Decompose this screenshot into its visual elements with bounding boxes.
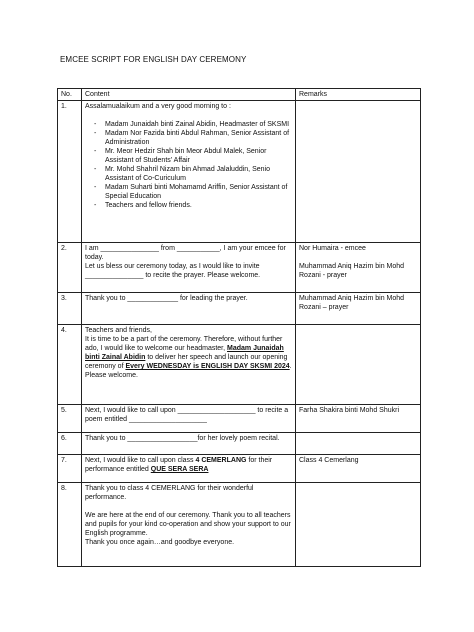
row-number: 6. — [58, 433, 82, 455]
list-item: - Mr. Meor Hedzir Shah bin Meor Abdul Malek, Senior Assistant of Students' Affair — [85, 147, 292, 165]
list-item: - Teachers and fellow friends. — [85, 201, 292, 210]
row-content — [82, 455, 296, 483]
song-title: QUE SERA SERA — [150, 466, 209, 473]
list-item: - Madam Junaidah binti Zainal Abidin, Headmaster of SKSMI — [85, 120, 292, 129]
remarks-line: Nor Humaira - emcee — [299, 245, 366, 252]
row-number: 1. — [58, 101, 82, 243]
content-line: Teachers and friends, — [85, 327, 152, 334]
table-row — [58, 325, 421, 405]
row-number: 5. — [58, 405, 82, 433]
row-content — [82, 243, 296, 293]
content-line — [85, 456, 292, 474]
row-content — [82, 405, 296, 433]
table-header-row — [58, 89, 421, 101]
content-line: We are here at the end of our ceremony. Thank you to all teachers and pupils for your kind co-operation and show your support to our English programme. — [85, 512, 291, 537]
class-name: 4 CEMERLANG — [195, 457, 247, 464]
content-text: to deliver her speech and launch our opening ceremony of — [85, 354, 288, 370]
content-text: Next, I would like to call upon class — [85, 457, 196, 464]
table-row — [58, 243, 421, 293]
row-remarks — [296, 293, 421, 325]
remarks-line: Muhammad Aniq Hazim bin Mohd Rozani - prayer — [299, 263, 405, 279]
table-row — [58, 405, 421, 433]
headmaster-name: Madam Junaidah binti Zainal Abidin — [85, 345, 284, 361]
row-content — [82, 293, 296, 325]
content-line: Thank you to __________________for her lovely poem recital. — [85, 435, 280, 442]
document-title: EMCEE SCRIPT FOR ENGLISH DAY CEREMONY — [60, 55, 247, 64]
row-content — [82, 433, 296, 455]
list-item: - Madam Nor Fazida binti Abdul Rahman, Senior Assistant of Administration — [85, 129, 292, 147]
content-line: Let us bless our ceremony today, as I would like to invite _______________ to recite the prayer. Please welcome. — [85, 263, 261, 279]
content-text: for their performance entitled — [85, 457, 273, 473]
row-remarks — [296, 325, 421, 405]
table-row — [58, 455, 421, 483]
emcee-script-table — [57, 88, 421, 567]
row-remarks — [296, 243, 421, 293]
table-row — [58, 101, 421, 243]
header-no: No. — [58, 89, 82, 101]
row-remarks — [296, 455, 421, 483]
row-remarks — [296, 483, 421, 567]
content-line — [85, 335, 292, 371]
event-name: Every WEDNESDAY is ENGLISH DAY SKSMI 2024 — [125, 363, 290, 370]
row-number: 7. — [58, 455, 82, 483]
table-row — [58, 433, 421, 455]
content-text: . — [289, 363, 292, 370]
row-content — [82, 325, 296, 405]
row-number: 3. — [58, 293, 82, 325]
list-item: - Madam Suharti binti Mohamamd Ariffin, Senior Assistant of Special Education — [85, 183, 292, 201]
greeting-text: Assalamualaikum and a very good morning to : — [85, 103, 231, 110]
header-content: Content — [82, 89, 296, 101]
content-line: Thank you to _____________ for leading the prayer. — [85, 295, 248, 302]
content-line: Thank you to class 4 CEMERLANG for their wonderful performance. — [85, 485, 254, 501]
row-content — [82, 483, 296, 567]
content-text: It is time to be a part of the ceremony. Therefore, without further ado, I would like to welcome our headmaster, — [85, 336, 283, 352]
row-remarks — [296, 433, 421, 455]
remarks-line: Class 4 Cemerlang — [299, 457, 359, 464]
list-item: - Mr. Mohd Shahril Nizam bin Ahmad Jalaluddin, Senio Assistant of Co-Curiculum — [85, 165, 292, 183]
content-line: Next, I would like to call upon ____________________ to recite a poem entitled ____________________ — [85, 407, 289, 423]
row-remarks — [296, 101, 421, 243]
remarks-line: Muhammad Aniq Hazim bin Mohd Rozani – prayer — [299, 295, 405, 311]
row-number: 2. — [58, 243, 82, 293]
remarks-line: Farha Shakira binti Mohd Shukri — [299, 407, 399, 414]
row-number: 8. — [58, 483, 82, 567]
row-number: 4. — [58, 325, 82, 405]
content-line: Please welcome. — [85, 372, 138, 379]
header-remarks: Remarks — [296, 89, 421, 101]
content-line: Thank you once again…and goodbye everyone. — [85, 539, 235, 546]
row-remarks — [296, 405, 421, 433]
content-line: I am _______________ from ___________, I am your emcee for today. — [85, 245, 286, 261]
row-content — [82, 101, 296, 243]
table-row — [58, 293, 421, 325]
guest-list — [85, 120, 292, 210]
table-row — [58, 483, 421, 567]
